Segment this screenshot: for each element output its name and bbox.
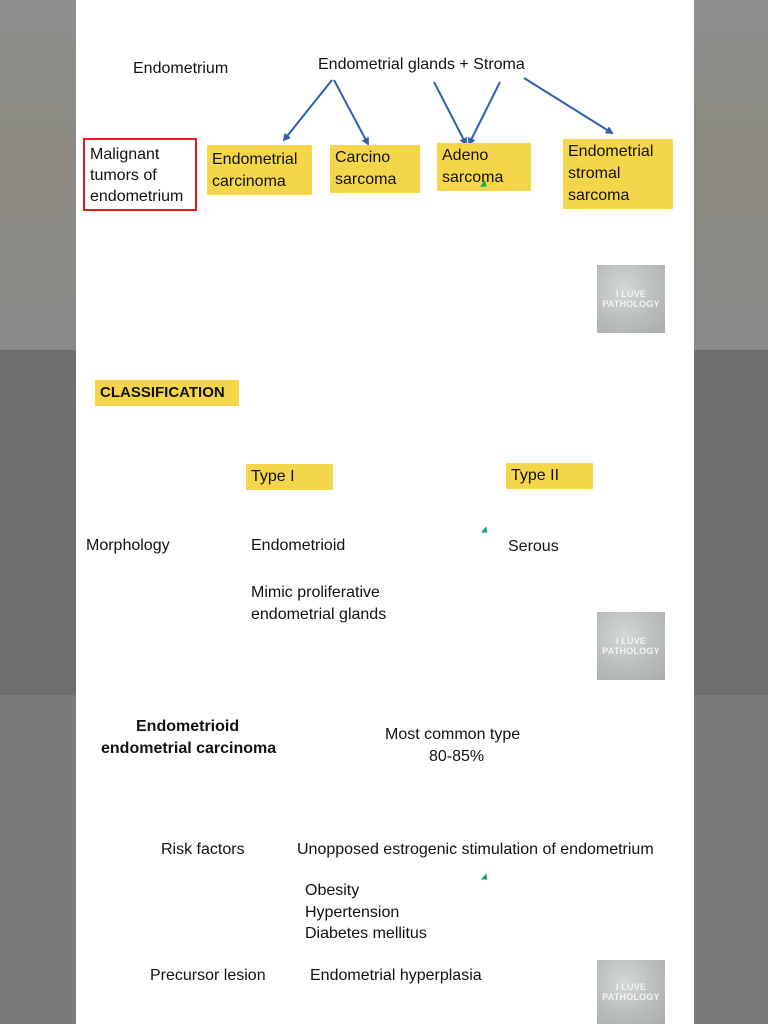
cursor-icon — [481, 873, 490, 882]
risk-item-1: Obesity — [305, 882, 360, 899]
tumor-line: stromal — [568, 165, 621, 182]
risk-item-2: Hypertension — [305, 904, 400, 921]
document-page — [76, 0, 694, 1024]
mimic-line-1: Mimic proliferative — [251, 584, 380, 601]
type-1-morphology: Endometrioid — [251, 537, 346, 554]
malignant-line-2: tumors of — [90, 167, 157, 184]
morphology-label: Morphology — [86, 537, 170, 554]
type-2-morphology: Serous — [508, 538, 559, 555]
tumor-endometrial-carcinoma — [207, 145, 312, 195]
most-common-line-2: 80-85% — [429, 748, 485, 765]
type-2-label: Type II — [506, 463, 593, 489]
tumor-line: Endometrial — [568, 143, 654, 160]
tumor-line: sarcoma — [335, 171, 397, 188]
malignant-line-1: Malignant — [90, 146, 160, 163]
tumor-line: Adeno — [442, 147, 489, 164]
watermark-logo — [597, 612, 665, 680]
precursor-label: Precursor lesion — [150, 967, 266, 984]
malignant-line-3: endometrium — [90, 188, 184, 205]
endometrium-label: Endometrium — [133, 60, 229, 77]
risk-item-3: Diabetes mellitus — [305, 925, 427, 942]
watermark-line-2: PATHOLOGY — [602, 992, 660, 1002]
tumor-line: sarcoma — [442, 169, 504, 186]
precursor-value: Endometrial hyperplasia — [310, 967, 482, 984]
tumor-line: Endometrial — [212, 151, 298, 168]
tumor-line: carcinoma — [212, 173, 286, 190]
watermark-line-1: I LUVE — [615, 636, 647, 646]
arrow-to-carcinosarcoma — [334, 80, 368, 144]
watermark-line-1: I LUVE — [615, 289, 647, 299]
arrow-to-endometrial-stromal-sarcoma — [524, 78, 612, 133]
watermark-line-1: I LUVE — [615, 982, 647, 992]
arrow-to-adenosarcoma-right — [469, 82, 500, 144]
tumor-carcinosarcoma — [330, 145, 420, 193]
watermark-logo — [597, 960, 665, 1024]
tumor-line: sarcoma — [568, 187, 630, 204]
mimic-line-2: endometrial glands — [251, 606, 387, 623]
cursor-icon — [481, 526, 490, 535]
eec-title-line-1: Endometrioid — [136, 718, 240, 735]
most-common-line-1: Most common type — [385, 726, 521, 743]
arrow-to-adenosarcoma-left — [434, 82, 466, 144]
watermark-line-2: PATHOLOGY — [602, 299, 660, 309]
malignant-tumors-box — [83, 138, 197, 211]
watermark-line-2: PATHOLOGY — [602, 646, 660, 656]
watermark-logo — [597, 265, 665, 333]
risk-factors-label: Risk factors — [161, 841, 245, 858]
glands-stroma-label: Endometrial glands + Stroma — [318, 56, 525, 73]
classification-heading: CLASSIFICATION — [95, 380, 239, 406]
arrow-to-endometrial-carcinoma — [284, 80, 332, 140]
eec-title-line-2: endometrial carcinoma — [101, 740, 277, 757]
tumor-endometrial-stromal-sarcoma — [563, 139, 673, 209]
risk-factors-main: Unopposed estrogenic stimulation of endometrium — [297, 841, 654, 858]
type-1-label: Type I — [246, 464, 333, 490]
tumor-line: Carcino — [335, 149, 391, 166]
